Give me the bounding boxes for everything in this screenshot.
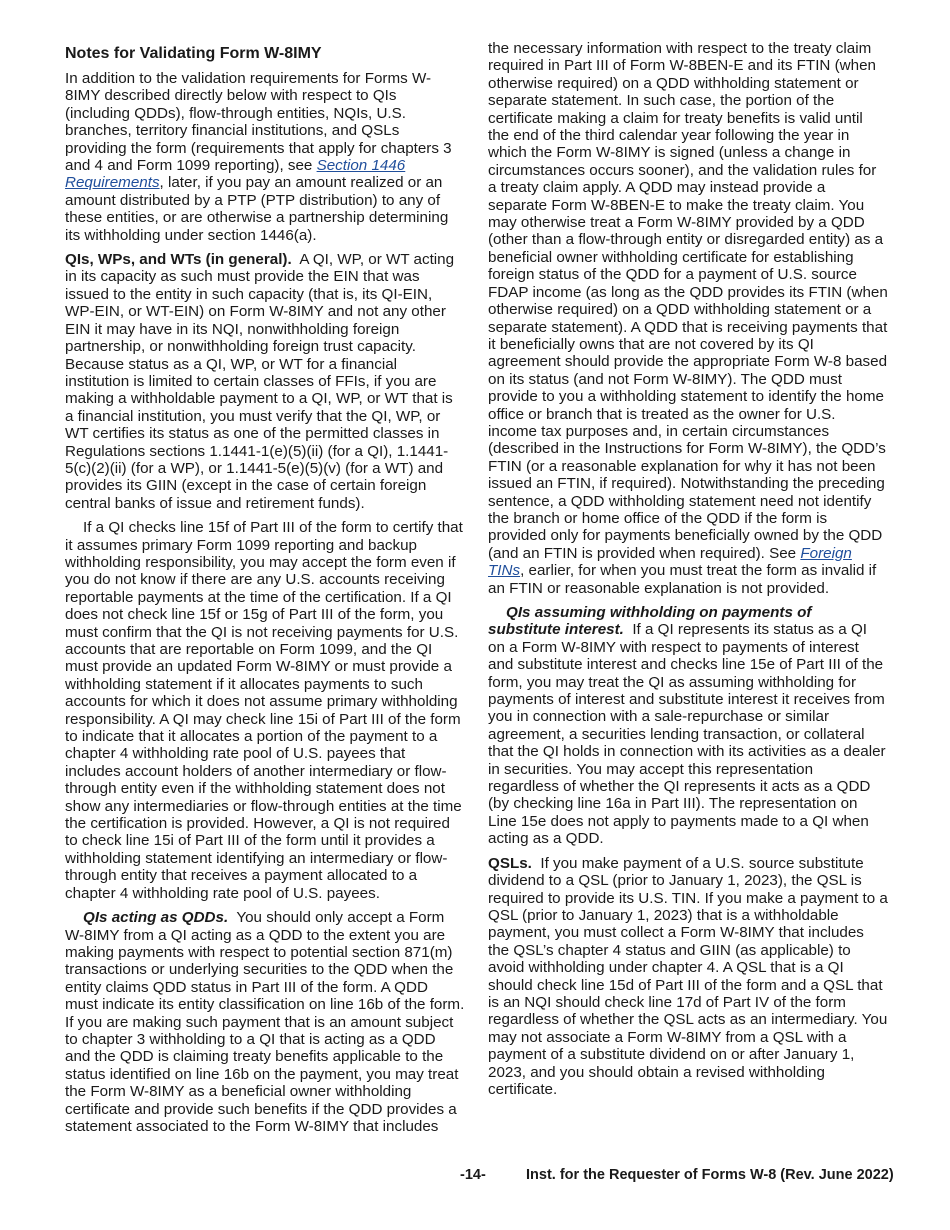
right-column bbox=[488, 40, 888, 1105]
qdd-cont-text-a: the necessary information with respect to the treaty claim required in Part III of Form W-8BEN-E and its FTIN (when otherwise required) on a QDD withholding statement or separate statement. In such case, the portion of the certificate making a claim for treaty benefits is valid until the end of the third calendar year following the year in which the Form W-8IMY is signed (unless a change in circumstances occurs sooner), and the validation rules for a treaty claim apply. A QDD may instead provide a separate Form W-8BEN-E to make the treaty claim. You may otherwise treat a Form W-8IMY provided by a QDD (other than a flow-through entity or disregarded entity) as a beneficial owner withholding certificate for establishing foreign status of the QDD for a payment of U.S. source FDAP income (as long as the QDD provides its FTIN (when otherwise required) on a QDD withholding statement or a separate statement). A QDD that is receiving payments that it beneficially owns that are not covered by its QI agreement should provide the appropriate Form W-8 based on its status (and not Form W-8IMY). The QDD must provide to you a withholding statement to identify the home office or branch that is treated as the owner for U.S. income tax purposes and, in certain circumstances (described in the Instructions for Form W-8IMY), the QDD’s FTIN (or a reasonable explanation for why it has not been issued an FTIN, if required). Notwithstanding the preceding sentence, a QDD withholding statement need not identify the branch or home office of the QDD if the form is provided only for payments beneficially owned by the QDD (and an FTIN is provided when required). See bbox=[488, 40, 888, 562]
intro-text-a: In addition to the validation requirements for Forms W-8IMY described directly below with respect to QIs (including QDDs), flow-through entities, NQIs, U.S. branches, territory financial institutions, and QSLs providing the form (requirements that apply for chapters 3 and 4 and Form 1099 reporting), see bbox=[65, 70, 452, 175]
qdd-cont-text-b: , earlier, for when you must treat the form as invalid if an FTIN or reasonable explanation is not provided. bbox=[488, 562, 877, 597]
substitute-interest-paragraph bbox=[488, 604, 888, 848]
qdd-paragraph bbox=[65, 909, 465, 1135]
section-1446-link[interactable]: Section 1446 Requirements bbox=[65, 157, 406, 192]
qdd-lead: QIs acting as QDDs. bbox=[83, 909, 229, 927]
section-heading: Notes for Validating Form W-8IMY bbox=[65, 45, 322, 62]
foreign-tins-link[interactable]: Foreign TINs bbox=[488, 544, 852, 580]
intro-paragraph bbox=[65, 70, 465, 244]
qdd-continued-paragraph bbox=[488, 40, 888, 597]
intro-text-b: , later, if you pay an amount realized or an amount distributed by a PTP (PTP distribution) to any of these entities, or are otherwise a partnership determining its withholding under section 1446(a). bbox=[65, 174, 449, 244]
left-column bbox=[65, 40, 465, 1142]
qsl-text: If you make payment of a U.S. source substitute dividend to a QSL (prior to January 1, 2023), the QSL is required to provide its U.S. TIN. If you make a payment to a QSL (prior to January 1, 2023) that is a withholdable payment, you must collect a Form W-8IMY that includes the QSL’s chapter 4 status and GIIN (as applicable) to avoid withholding under chapter 4. A QSL that is a QI should check line 15d of Part III of the form and a QSL that is an NQI should check line 17d of Part IV of the form regardless of whether the QSL acts as an intermediary. You may not associate a Form W-8IMY from a QSL with a payment of a substitute dividend on or after January 1, 2023, and you should obtain a revised withholding certificate. bbox=[488, 854, 888, 1098]
qsl-paragraph bbox=[488, 855, 888, 1099]
document-title: Inst. for the Requester of Forms W-8 (Rev. June 2022) bbox=[526, 1167, 894, 1183]
qsl-lead: QSLs. bbox=[488, 854, 532, 872]
line-15f-paragraph: If a QI checks line 15f of Part III of the form to certify that it assumes primary Form 1099 reporting and backup withholding responsibility, you may accept the form even if you do not know if there are any U.S. accounts receiving reportable payments at the time of the certification. If a QI does not check line 15f or 15g of Part III of the form, you must confirm that the QI is not receiving payments for U.S. accounts that are reportable on Form 1099, and the QI must provide an updated Form W-8IMY or must provide a withholding statement if it allocates payments to such accounts for which it does not assume primary withholding responsibility. A QI may check line 15i of Part III of the form to indicate that it allocates a portion of the payment to a chapter 4 withholding rate pool of U.S. payees that includes account holders of another intermediary or flow-through entity even if the withholding statement does not show any intermediaries or flow-through entities at the time the certification is provided. However, a QI is not required to check line 15i of Part III of the form until it provides a withholding statement identifying an intermediary or flow-through entity that receives a payment allocated to a chapter 4 withholding rate pool of U.S. payees. bbox=[65, 519, 463, 902]
qi-wp-wt-text: A QI, WP, or WT acting in its capacity as such must provide the EIN that was issued to the entity in such capacity (that is, its QI-EIN, WP-EIN, or WT-EIN) on Form W-8IMY and not any other EIN it may have in its NQI, nonwithholding foreign partnership, or nonwithholding foreign trust capacity. Because status as a QI, WP, or WT for a financial institution is limited to certain classes of FFIs, if you are making a withholdable payment to a QI, WP, or WT that is a financial institution, you must verify that the QI, WP, or WT certifies its status as one of the permitted classes in Regulations sections 1.1441-1(e)(5)(ii) (for a QI), 1.1441-5(c)(2)(ii) (for a WP), or 1.1441-5(e)(5)(v) (for a WT) and provides its GIIN (except in the case of certain foreign central banks of issue and retirement funds). bbox=[65, 251, 455, 512]
qdd-text: You should only accept a Form W-8IMY from a QI acting as a QDD to the extent you are making payments with respect to potential section 871(m) transactions or underlying securities to the QDD when the entity claims QDD status in Part III of the form. A QDD must indicate its entity classification on line 16b of the form. If you are making such payment that is an amount subject to chapter 3 withholding to a QI that is acting as a QDD and the QDD is claiming treaty benefits applicable to the status identified on line 16b on the payment, you may treat the Form W-8IMY as a beneficial owner withholding certificate and provide such benefits if the QDD provides a statement associated to the Form W-8IMY that includes bbox=[65, 909, 465, 1135]
substitute-interest-lead: QIs assuming withholding on payments of substitute interest. bbox=[488, 604, 812, 639]
page-number: -14- bbox=[460, 1167, 486, 1183]
qi-wp-wt-lead: QIs, WPs, and WTs (in general). bbox=[65, 251, 292, 269]
substitute-interest-text: If a QI represents its status as a QI on a Form W-8IMY with respect to payments of interest and substitute interest and checks line 15e of Part III of the form, you may treat the QI as assuming withholding for payments of interest and substitute interest it receives from you in connection with a sale-repurchase or similar agreement, a securities lending transaction, or collateral that the QI holds in connection with its activities as a dealer in securities. You may accept this representation regardless of whether the QI represents it acts as a QDD (by checking line 16a in Part III). The representation on Line 15e does not apply to payments made to a QI when acting as a QDD. bbox=[488, 621, 886, 848]
qi-wp-wt-paragraph bbox=[65, 251, 465, 512]
